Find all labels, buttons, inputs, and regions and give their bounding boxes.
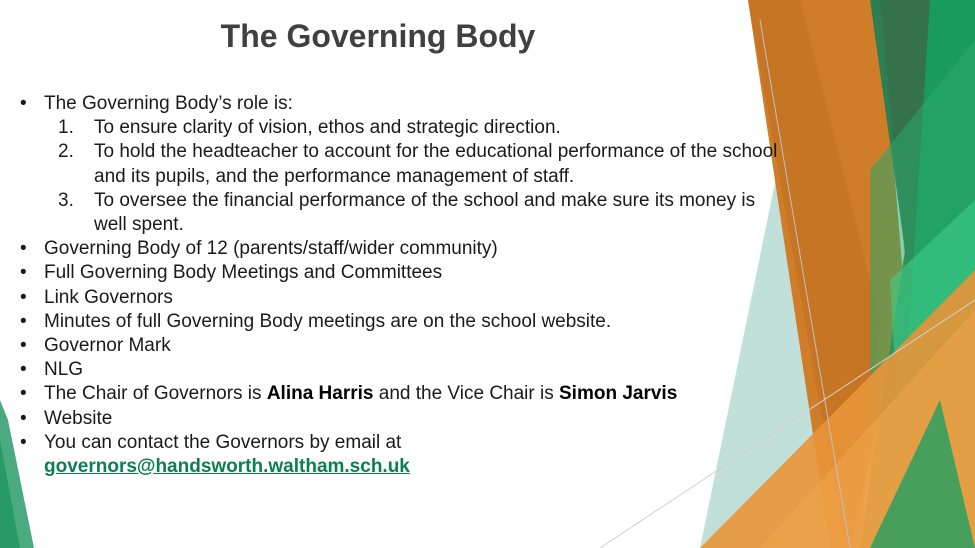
role-number: 3.	[58, 189, 74, 211]
contact-text: You can contact the Governors by email at	[44, 431, 402, 453]
role-text: To oversee the financial performance of the school and make sure its money is well spent.	[94, 189, 756, 236]
list-item	[18, 92, 788, 237]
list-item	[18, 431, 788, 479]
chair-text: The Chair of Governors is	[44, 383, 267, 405]
email-link[interactable]: governors@handsworth.waltham.sch.uk	[44, 456, 410, 478]
role-intro: The Governing Body’s role is:	[44, 93, 293, 114]
role-item	[44, 189, 788, 237]
list-item: • Full Governing Body Meetings and Committees	[18, 261, 788, 285]
roles-list	[44, 116, 788, 237]
vice-chair-name: Simon Jarvis	[559, 383, 678, 405]
role-text: To hold the headteacher to account for the educational performance of the school and its pupils, and the performance management of staff.	[94, 141, 778, 187]
chair-name: Alina Harris	[266, 383, 374, 405]
role-item	[44, 116, 788, 140]
list-item: • NLG	[18, 358, 788, 382]
list-item: • Website	[18, 407, 788, 431]
list-item: • Governor Mark	[18, 334, 788, 358]
list-item: • Link Governors	[18, 286, 788, 310]
list-item	[18, 382, 788, 406]
vice-chair-text: and the Vice Chair is	[373, 383, 559, 405]
list-item: • Governing Body of 12 (parents/staff/wider community)	[18, 237, 788, 261]
slide-title: The Governing Body	[220, 18, 536, 54]
role-item	[44, 140, 788, 188]
bullet-list	[18, 92, 788, 479]
role-text: To ensure clarity of vision, ethos and strategic direction.	[94, 117, 561, 139]
role-number: 2.	[58, 141, 74, 163]
list-item: • Minutes of full Governing Body meetings are on the school website.	[18, 310, 788, 334]
role-number: 1.	[58, 117, 74, 139]
